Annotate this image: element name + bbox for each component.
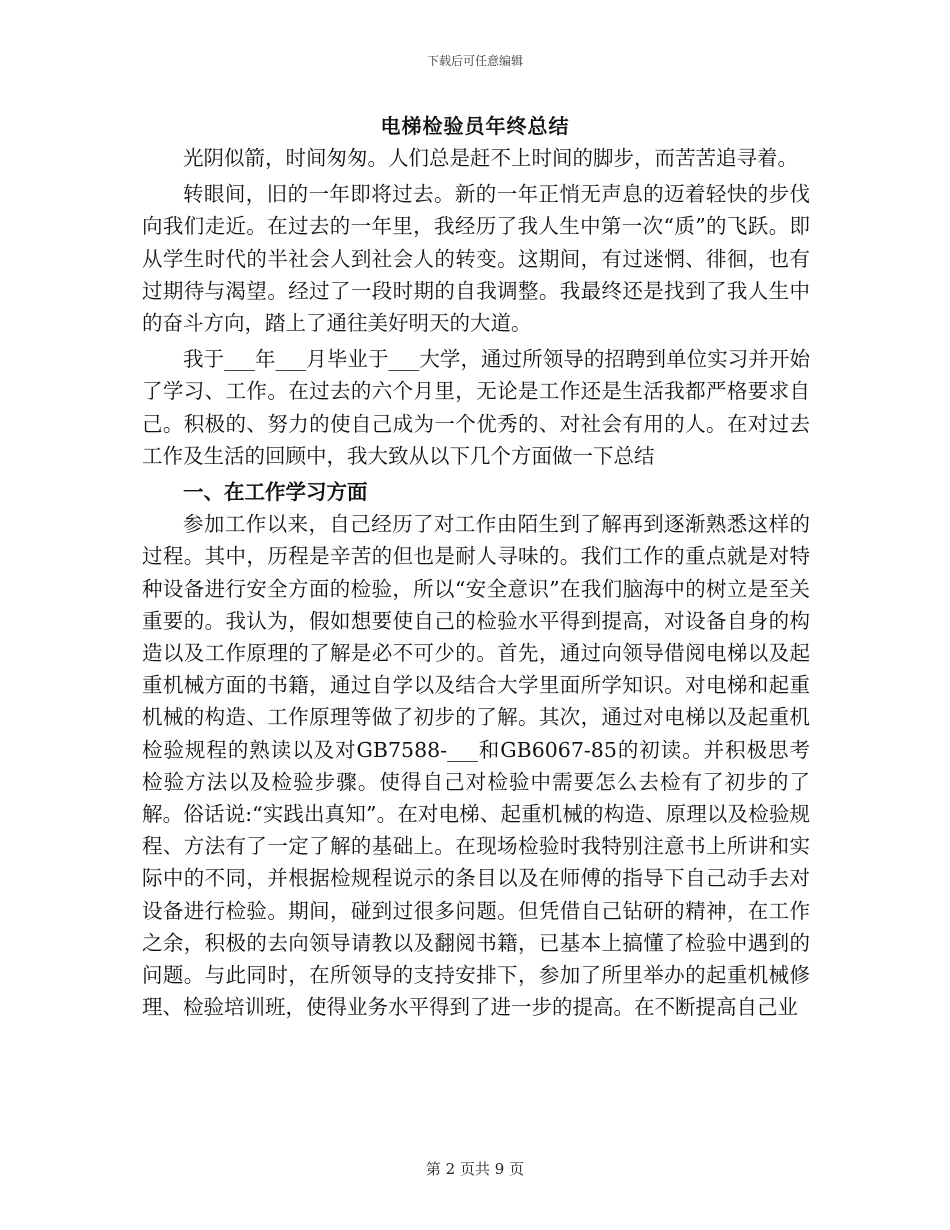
paragraph-1: 光阴似箭，时间匆匆。人们总是赶不上时间的脚步，而苦苦追寻着。 <box>183 146 798 170</box>
paragraph-2: 转眼间，旧的一年即将过去。新的一年正悄无声息的迈着轻快的步伐向我们走近。在过去的一年里，我经历了我人生中第一次“质”的飞跃。即从学生时代的半社会人到社会人的转变。这期间，有过迷惘、徘徊，也有过期待与渴望。经过了一段时期的自我调整。我最终还是找到了我人生中的奋斗方向，踏上了通往美好明天的大道。 <box>142 182 810 336</box>
section-paragraph-work-study: 参加工作以来，自己经历了对工作由陌生到了解再到逐渐熟悉这样的过程。其中，历程是辛苦的但也是耐人寻味的。我们工作的重点就是对特种设备进行安全方面的检验，所以“安全意识”在我们脑海中的树立是至关重要的。我认为，假如想要使自己的检验水平得到提高，对设备自身的构造以及工作原理的了解是必不可少的。首先，通过向领导借阅电梯以及起重机械方面的书籍，通过自学以及结合大学里面所学知识。对电梯和起重机械的构造、工作原理等做了初步的了解。其次，通过对电梯以及起重机检验规程的熟读以及对GB7588-___和GB6067-85的初读。并积极思考检验方法以及检验步骤。使得自己对检验中需要怎么去检有了初步的了解。俗话说:“实践出真知”。在对电梯、起重机械的构造、原理以及检验规程、方法有了一定了解的基础上。在现场检验时我特别注意书上所讲和实际中的不同，并根据检规程说示的条目以及在师傅的指导下自己动手去对设备进行检验。期间，碰到过很多问题。但凭借自己钻研的精神，在工作之余，积极的去向领导请教以及翻阅书籍，已基本上搞懂了检验中遇到的问题。与此同时，在所领导的支持安排下，参加了所里举办的起重机械修理、检验培训班，使得业务水平得到了进一步的提高。在不断提高自己业 <box>142 512 810 1020</box>
document-body <box>142 142 810 1023</box>
section-heading-work-study: 一、在工作学习方面 <box>183 480 368 505</box>
paragraph-3: 我于___年___月毕业于___大学，通过所领导的招聘到单位实习并开始了学习、工作。在过去的六个月里，无论是工作还是生活我都严格要求自己。积极的、努力的使自己成为一个优秀的、对社会有用的人。在对过去工作及生活的回顾中，我大致从以下几个方面做一下总结 <box>142 347 810 468</box>
page-footer: 第 2 页共 9 页 <box>425 1160 525 1178</box>
page-header: 下载后可任意编辑 <box>426 54 523 68</box>
document-title: 电梯检验员年终总结 <box>380 114 570 138</box>
